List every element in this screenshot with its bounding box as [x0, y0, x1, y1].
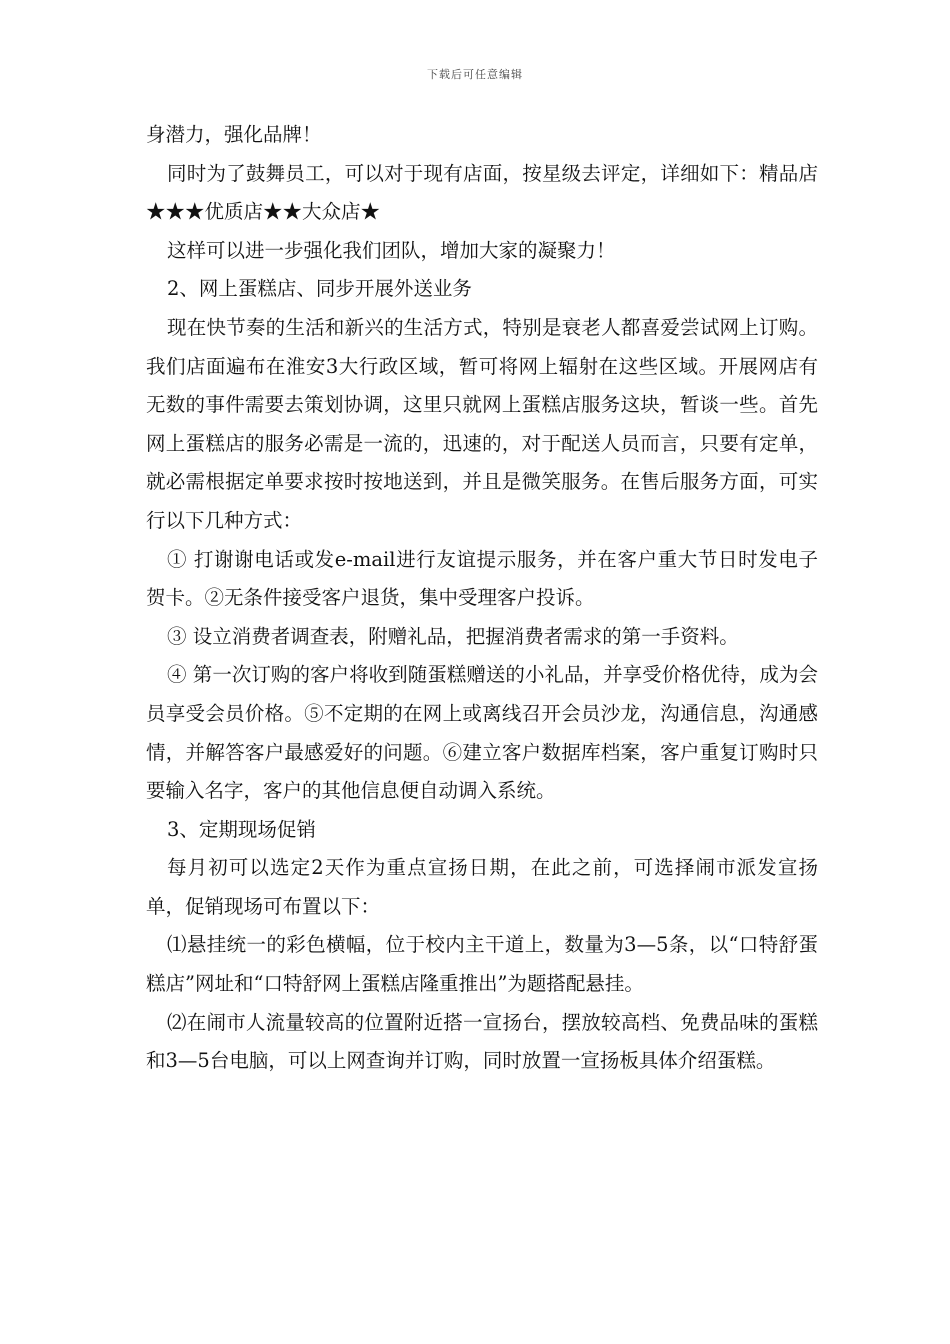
list-item-service-3: ③ 设立消费者调查表，附赠礼品，把握消费者需求的第一手资料。 — [167, 624, 739, 648]
section-heading-online-store: 2、网上蛋糕店、同步开展外送业务 — [167, 277, 472, 301]
list-item-service-1-2: ① 打谢谢电话或发e-mail进行友谊提示服务，并在客户重大节日时发电子贺卡。②无条件接受客户退货，集中受理客户投诉。 — [146, 547, 818, 610]
section-heading-promotion: 3、定期现场促销 — [167, 817, 316, 841]
paragraph-team-cohesion: 这样可以进一步强化我们团队，增加大家的凝聚力！ — [167, 238, 616, 262]
paragraph-promotion: 每月初可以选定2天作为重点宣扬日期，在此之前，可选择闹市派发宣扬单，促销现场可布置以下： — [146, 856, 818, 918]
document-body — [146, 116, 818, 1081]
list-item-stage: ⑵在闹市人流量较高的位置附近搭一宣扬台，摆放较高档、免费品味的蛋糕和3—5台电脑，可以上网查询并订购，同时放置一宣扬板具体介绍蛋糕。 — [146, 1010, 818, 1073]
paragraph-star-rating: 同时为了鼓舞员工，可以对于现有店面，按星级去评定，详细如下：精品店★★★优质店★★大众店★ — [146, 161, 818, 224]
page-header-note: 下载后可任意编辑 — [427, 68, 523, 81]
paragraph-continuation: 身潜力，强化品牌！ — [146, 123, 322, 146]
list-item-service-4-6: ④ 第一次订购的客户将收到随蛋糕赠送的小礼品，并享受价格优待，成为会员享受会员价格。⑤不定期的在网上或离线召开会员沙龙，沟通信息，沟通感情，并解答客户最感爱好的问题。⑥建立客户数据库档案，客户重复订购时只要输入名字，客户的其他信息便自动调入系统。 — [146, 663, 818, 803]
paragraph-online-store: 现在快节奏的生活和新兴的生活方式，特别是衰老人都喜爱尝试网上订购。我们店面遍布在淮安3大行政区域，暂可将网上辐射在这些区域。开展网店有无数的事件需要去策划协调，这里只就网上蛋糕店服务这块，暂谈一些。首先网上蛋糕店的服务必需是一流的，迅速的，对于配送人员而言，只要有定单，就必需根据定单要求按时按地送到，并且是微笑服务。在售后服务方面，可实行以下几种方式： — [146, 315, 818, 532]
list-item-banner: ⑴悬挂统一的彩色横幅，位于校内主干道上，数量为3—5条，以“口特舒蛋糕店”网址和“口特舒网上蛋糕店隆重推出”为题搭配悬挂。 — [146, 933, 818, 996]
